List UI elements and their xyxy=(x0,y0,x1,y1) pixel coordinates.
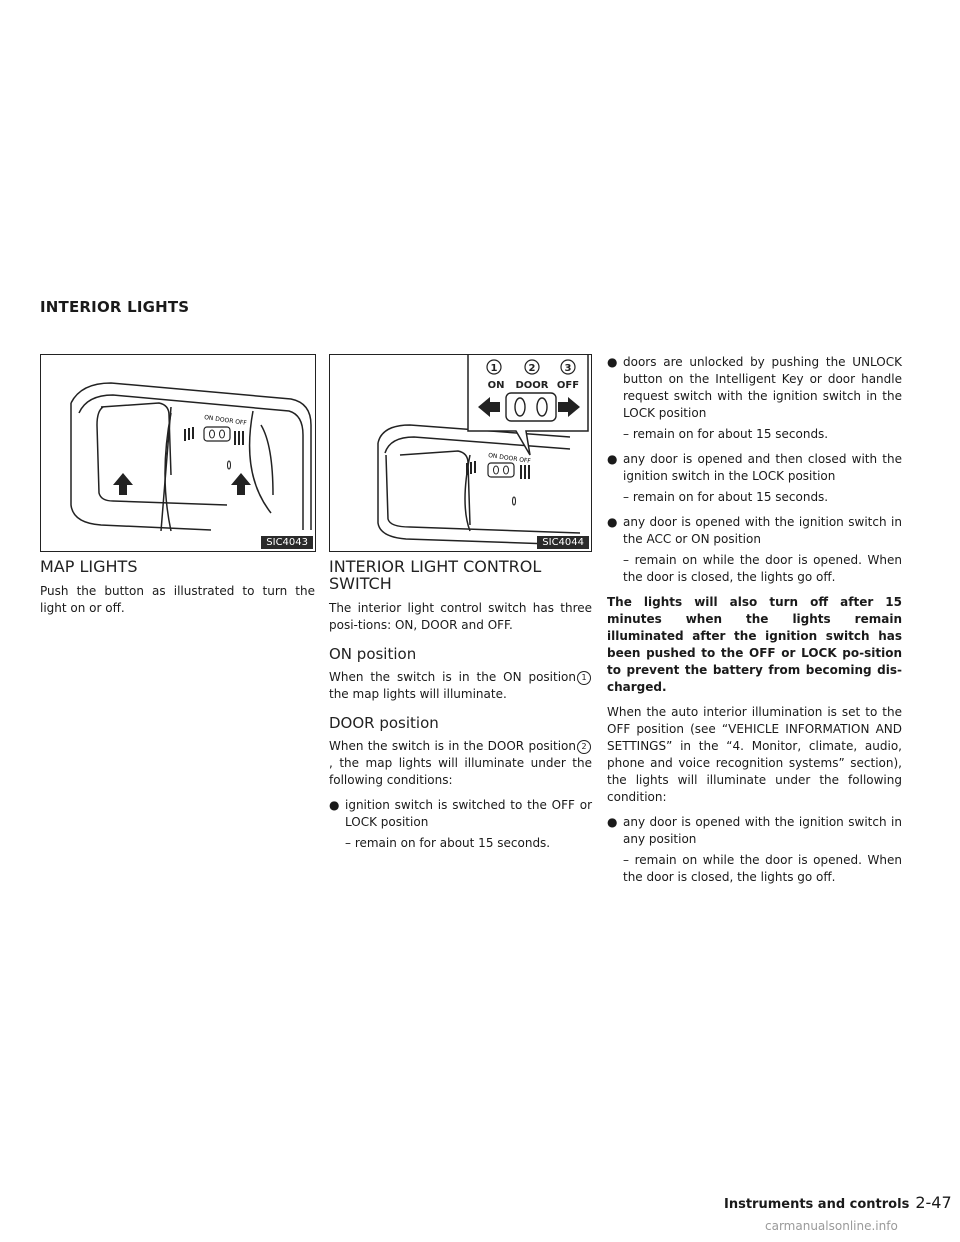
press-arrow-right-icon xyxy=(231,473,251,495)
footer-section: Instruments and controls xyxy=(724,1197,910,1212)
door-position-heading: DOOR position xyxy=(329,714,439,732)
control-switch-illustration xyxy=(330,355,590,550)
press-arrow-left-icon xyxy=(113,473,133,495)
list-item-sub: – remain on while the door is opened. When the door is closed, the lights go off. xyxy=(623,853,902,884)
map-lights-illustration xyxy=(41,355,314,550)
fig2-switch-labels: ON DOOR OFF xyxy=(487,452,532,465)
column-control-switch xyxy=(329,558,592,860)
list-item: ● any door is opened and then closed with the ignition switch in the LOCK position xyxy=(607,452,902,483)
callout-num-2: 2 xyxy=(528,363,536,374)
page-footer xyxy=(724,1193,952,1212)
on-position-text: When the switch is in the ON position 1 the map lights will illuminate. xyxy=(329,669,592,703)
fig1-switch-labels: ON DOOR OFF xyxy=(203,414,248,427)
circled-number: 1 xyxy=(577,671,591,685)
circled-number: 2 xyxy=(577,740,591,754)
control-switch-heading: INTERIOR LIGHT CONTROL SWITCH xyxy=(329,557,542,593)
callout-label-on: ON xyxy=(487,380,505,391)
on-position-heading: ON position xyxy=(329,645,417,663)
column-map-lights xyxy=(40,558,315,625)
list-item: ● doors are unlocked by pushing the UNLOCK button on the Intelligent Key or door handle request switch with the ignition switch in the LOCK position xyxy=(607,355,902,420)
page-number: 2-47 xyxy=(915,1193,952,1212)
watermark: carmanualsonline.info xyxy=(765,1219,898,1233)
list-item-sub: – remain on for about 15 seconds. xyxy=(623,490,829,504)
figure-map-lights xyxy=(40,354,316,552)
battery-note: The lights will also turn off after 15 minutes when the lights remain illuminated after the ignition switch has been pushed to the OFF or LOCK po-sition to prevent the battery from becoming dis-charged. xyxy=(607,595,902,694)
figure-code: SIC4044 xyxy=(537,536,589,549)
section-title: INTERIOR LIGHTS xyxy=(40,298,190,316)
list-item-sub: – remain on while the door is opened. When the door is closed, the lights go off. xyxy=(623,553,902,584)
list-item: ● any door is opened with the ignition switch in the ACC or ON position xyxy=(607,515,902,546)
map-lights-heading: MAP LIGHTS xyxy=(40,557,138,576)
callout-num-3: 3 xyxy=(564,363,572,374)
door-position-text: When the switch is in the DOOR position 2, the map lights will illuminate under the following conditions: xyxy=(329,739,592,787)
map-lights-text: Push the button as illustrated to turn the light on or off. xyxy=(40,584,315,615)
callout-label-door: DOOR xyxy=(515,380,549,391)
callout-num-1: 1 xyxy=(490,363,498,374)
list-item-sub: – remain on for about 15 seconds. xyxy=(345,836,551,850)
figure-code: SIC4043 xyxy=(261,536,313,549)
list-item-sub: – remain on for about 15 seconds. xyxy=(623,427,829,441)
list-item: ● any door is opened with the ignition switch in any position xyxy=(607,815,902,846)
auto-illumination-text: When the auto interior illumination is set to the OFF position (see “VEHICLE INFORMATION AND SETTINGS” in the “4. Monitor, climate, audio, phone and voice recognition systems” section), the lights will illuminate under the following condition: xyxy=(607,705,902,804)
callout-label-off: OFF xyxy=(556,380,580,391)
figure-control-switch xyxy=(329,354,592,552)
list-item: ● ignition switch is switched to the OFF or LOCK position xyxy=(329,798,592,829)
control-switch-intro: The interior light control switch has three posi-tions: ON, DOOR and OFF. xyxy=(329,601,592,632)
column-conditions xyxy=(607,354,902,894)
